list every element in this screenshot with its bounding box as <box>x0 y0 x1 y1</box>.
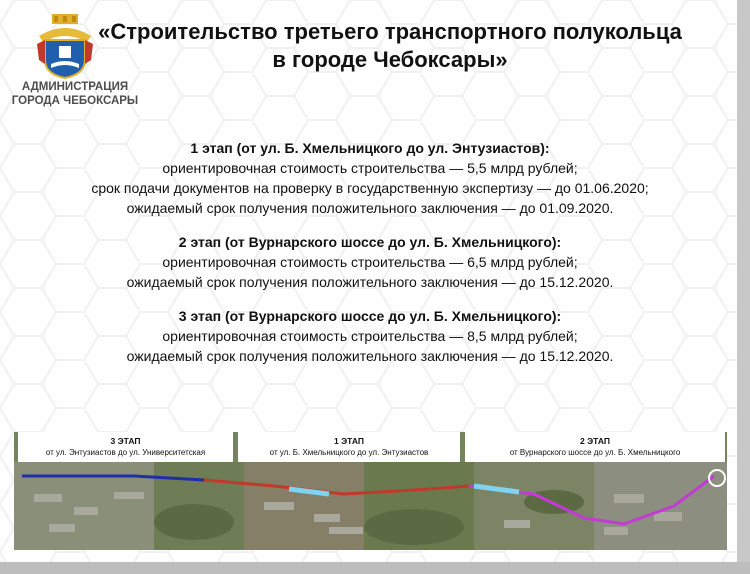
page-edge-right <box>737 0 750 574</box>
slide-title-line-2: в городе Чебоксары» <box>272 47 508 72</box>
stage-3 <box>40 306 700 366</box>
stage-line: ориентировочная стоимость строительства — 6,5 млрд рублей; <box>162 254 578 270</box>
stage-1 <box>40 138 700 218</box>
stage-heading: 2 этап (от Вурнарского шоссе до ул. Б. Хмельницкого): <box>178 234 562 250</box>
slide-title-line-1: «Строительство третьего транспортного полукольца <box>98 19 682 44</box>
organization-line-1: АДМИНИСТРАЦИЯ <box>21 81 129 93</box>
map-label-title: 3 ЭТАП <box>110 436 141 446</box>
map-label-subtitle: от ул. Энтузиастов до ул. Университетская <box>45 448 206 457</box>
stage-line: ориентировочная стоимость строительства — 8,5 млрд рублей; <box>162 328 578 344</box>
map-label-stage-3 <box>18 432 233 462</box>
stage-heading: 3 этап (от Вурнарского шоссе до ул. Б. Хмельницкого): <box>178 308 562 324</box>
page-edge-bottom <box>0 562 750 574</box>
stage-2 <box>40 232 700 292</box>
map-label-title: 2 ЭТАП <box>580 436 610 446</box>
map-label-subtitle: от ул. Б. Хмельницкого до ул. Энтузиастов <box>269 448 429 457</box>
map-label-subtitle: от Вурнарского шоссе до ул. Б. Хмельницкого <box>509 448 681 457</box>
map-label-stage-1 <box>238 432 460 462</box>
stage-line: ожидаемый срок получения положительного заключения — до 01.09.2020. <box>126 200 614 216</box>
stages-list <box>40 138 700 380</box>
stage-line: ориентировочная стоимость строительства — 5,5 млрд рублей; <box>162 160 578 176</box>
organization-line-2: ГОРОДА ЧЕБОКСАРЫ <box>11 95 139 107</box>
stage-line: ожидаемый срок получения положительного заключения — до 15.12.2020. <box>126 274 614 290</box>
map-label-stage-2 <box>465 432 725 462</box>
stage-heading: 1 этап (от ул. Б. Хмельницкого до ул. Энтузиастов): <box>190 140 550 156</box>
slide-title <box>70 18 710 74</box>
organization-name <box>10 80 140 108</box>
map-label-title: 1 ЭТАП <box>334 436 364 446</box>
route-satellite-map <box>14 432 727 550</box>
stage-line: ожидаемый срок получения положительного заключения — до 15.12.2020. <box>126 348 614 364</box>
stage-line: срок подачи документов на проверку в государственную экспертизу — до 01.06.2020; <box>91 180 649 196</box>
